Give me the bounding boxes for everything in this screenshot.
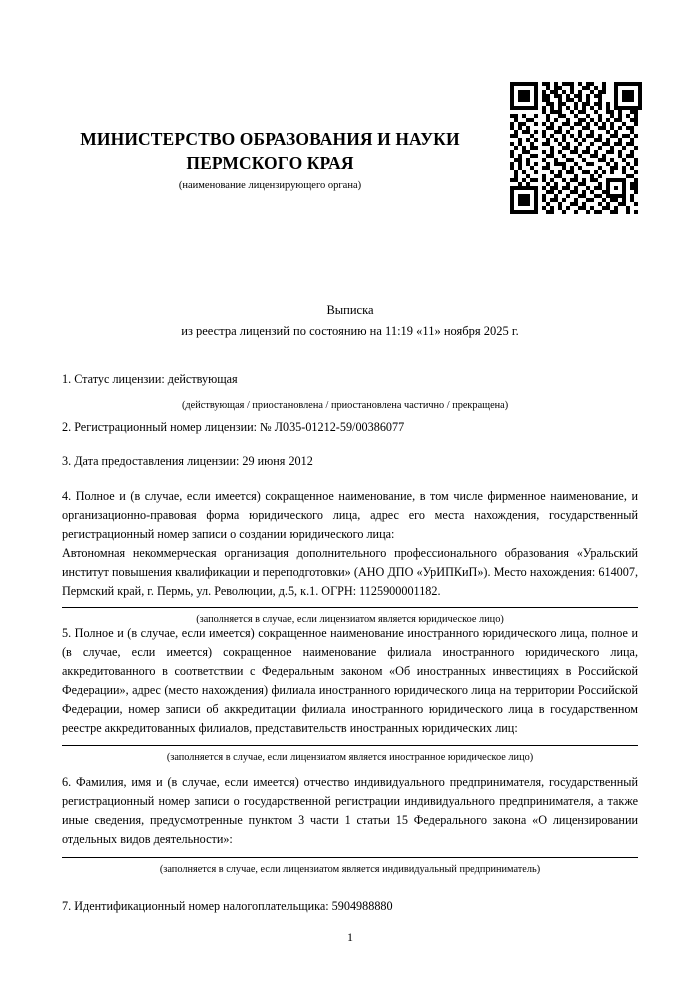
item-1-text: 1. Статус лицензии: действующая xyxy=(62,372,238,386)
item-7-text: 7. Идентификационный номер налогоплательщика: 5904988880 xyxy=(62,899,393,913)
item-4-divider xyxy=(62,607,638,608)
item-5-text: 5. Полное и (в случае, если имеется) сокращенное наименование иностранного юридического лица, полное и (в случае, если имеется) сокращенное наименование филиала иностранного юридического лица, аккредитованного в соответствии с Федеральным законом «Об иностранных инвестициях в Российской Федерации», адрес (место нахождения) филиала иностранного юридического лица на территории Российской Федерации, номер записи об аккредитации филиала иностранного юридического лица в государственном реестре аккредитованных филиалов, представительств иностранных юридических лиц: xyxy=(62,626,638,735)
item-2-text: 2. Регистрационный номер лицензии: № Л035-01212-59/00386077 xyxy=(62,420,405,434)
item-3-license-date xyxy=(62,452,638,471)
item-6-note: (заполняется в случае, если лицензиатом является индивидуальный предприниматель) xyxy=(159,863,541,875)
item-6-individual-entrepreneur xyxy=(62,773,638,878)
page-number: 1 xyxy=(347,930,353,944)
item-1-note: (действующая / приостановлена / приостановлена частично / прекращена) xyxy=(182,399,509,411)
org-subtitle: (наименование лицензирующего органа) xyxy=(178,180,362,191)
item-5-divider xyxy=(62,745,638,746)
qr-code-svg xyxy=(510,82,642,214)
item-6-text: 6. Фамилия, имя и (в случае, если имеется) отчество индивидуального предпринимателя, государственный регистрационный номер записи о государственной регистрации индивидуального предпринимателя, а также иные сведения, предусмотренные пунктом 3 части 1 статьи 15 Федерального закона «О лицензировании отдельных видов деятельности»: xyxy=(62,775,638,846)
qr-code-image xyxy=(510,82,642,214)
document-subtitle: из реестра лицензий по состоянию на 11:19 «11» ноября 2025 г. xyxy=(181,324,519,339)
item-1-status xyxy=(62,370,638,414)
page-title: МИНИСТЕРСТВО ОБРАЗОВАНИЯ И НАУКИ ПЕРМСКОГО КРАЯ xyxy=(80,129,460,173)
item-2-registration-number xyxy=(62,418,638,437)
item-4-note: (заполняется в случае, если лицензиатом является юридическое лицо) xyxy=(196,614,504,626)
item-6-divider xyxy=(62,857,638,858)
item-5-note: (заполняется в случае, если лицензиатом является иностранное юридическое лицо) xyxy=(166,752,534,764)
item-3-text: 3. Дата предоставления лицензии: 29 июня 2012 xyxy=(62,454,313,468)
document-heading xyxy=(60,300,640,343)
document-type: Выписка xyxy=(326,303,374,317)
item-4-text: 4. Полное и (в случае, если имеется) сокращенное наименование, в том числе фирменное наименование, и организационно-правовая форма юридического лица, адрес его места нахождения, государственный регистрационный номер записи о создании юридического лица: xyxy=(62,489,638,541)
item-7-taxpayer-number xyxy=(62,897,638,916)
item-5-foreign-entity xyxy=(62,624,638,766)
item-4-legal-entity xyxy=(62,487,638,628)
item-4-value: Автономная некоммерческая организация дополнительного профессионального образования «Уральский институт повышения квалификации и переподготовки» (АНО ДПО «УрИПКиП»). Место нахождения: 614007, Пермский край, г. Пермь, ул. Революции, д.5, к.1. ОГРН: 1125900001182. xyxy=(62,545,638,598)
